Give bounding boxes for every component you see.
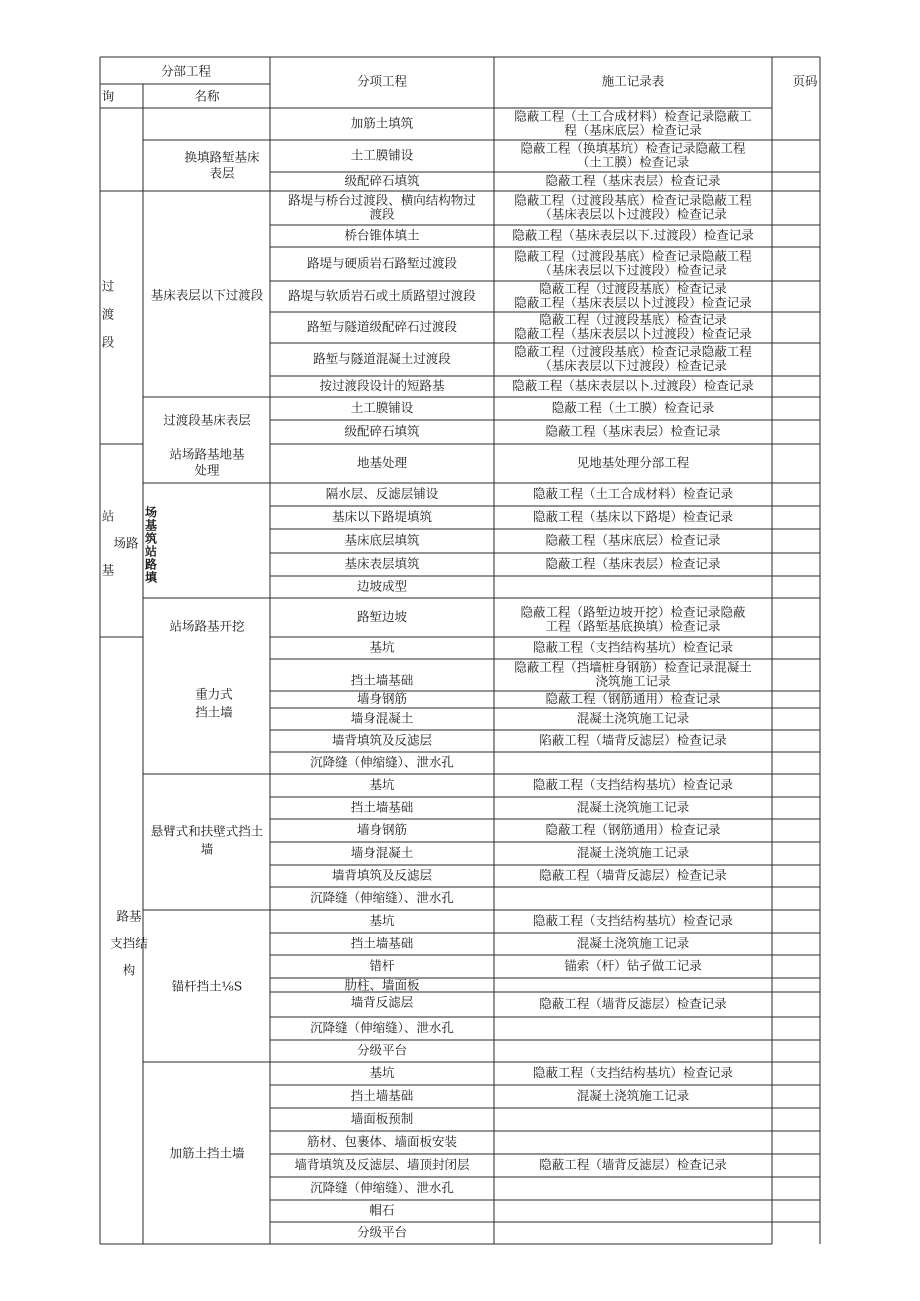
name-gravity-wall: 挡土墙 <box>195 704 233 720</box>
record-text: 隐蔽工程（基床表层）检查记录 <box>545 556 721 571</box>
record-text: 工程（路堑基底换填）检查记录 <box>545 618 721 634</box>
item-text: 错杆 <box>369 958 395 973</box>
record-text: 隐蔽工程（土工合成材料）检查记录 <box>532 486 734 501</box>
group-retaining: 支挡结 <box>110 935 148 951</box>
item-text: 筋材、包裹体、墙面板安装 <box>306 1134 458 1149</box>
record-text: （基床表层以下过渡段）检查记录 <box>539 358 727 373</box>
record-text: （基床表层以下过渡段）检查记录 <box>539 262 727 278</box>
record-text: 混凝土浇筑施工记录 <box>576 710 690 726</box>
record-text: 隐蔽工程（基床表层以下.过渡段）检查记录 <box>512 227 754 243</box>
item-text: 渡段 <box>369 206 395 222</box>
name-transition-bed: 过渡段基床表层 <box>163 412 251 428</box>
item-text: 墙背反滤层 <box>350 994 414 1010</box>
record-text: 陷蔽工程（墙背反滤层）检查记录 <box>539 732 727 748</box>
record-text: 隐蔽工程（墙背反滤层）检查记录 <box>539 867 727 883</box>
record-text: 隐蔽工程（墙背反滤层）检查记录 <box>539 996 727 1011</box>
item-text: 路堑与隧道级配碎石过渡段 <box>306 319 458 334</box>
record-text: 隐蔽工程（支挡结构基坑）检查记录 <box>532 1065 734 1080</box>
item-text: 基床底层填筑 <box>344 532 420 548</box>
name-cantilever-wall: 悬臂式和扶壁式挡土 <box>150 823 264 839</box>
item-text: 路堤与软质岩石或土质路望过渡段 <box>288 288 476 303</box>
record-text: 混凝土浇筑施工记录 <box>576 1088 690 1103</box>
group-transition: 渡 <box>101 306 115 322</box>
item-text: 按过渡段设计的短路基 <box>319 378 445 393</box>
name-station-foundation: 站场路基地基 <box>169 446 245 462</box>
record-text: 浇筑施工记录 <box>595 673 671 689</box>
item-text: 基坑 <box>369 777 395 792</box>
record-text: 混凝土浇筑施工记录 <box>576 845 690 860</box>
item-text: 沉降缝（伸缩缝）、泄水孔 <box>310 1180 454 1195</box>
item-text: 挡土墙基础 <box>350 672 414 688</box>
record-text: 隐蔽工程（过渡段基底）检查记录隐蔽工程 <box>514 192 752 208</box>
item-text: 级配碎石填筑 <box>344 173 420 188</box>
name-anchor-wall: 锚杆挡土⅛S <box>171 978 243 994</box>
record-text: 隐蔽工程（换填基坑）检查记录隐蔽工程 <box>520 140 746 156</box>
header-col1: 询 <box>101 88 115 104</box>
item-text: 土工膜铺设 <box>350 147 414 163</box>
item-text: 隔水层、反滤层铺设 <box>325 486 439 501</box>
item-text: 挡土墙基础 <box>350 799 414 815</box>
record-text: 隐蔽工程（钢筋通用）检查记录 <box>545 691 721 706</box>
record-text: 程（基床底层）检查记录 <box>564 122 702 138</box>
item-text: 基坑 <box>369 913 395 928</box>
name-vertical: 场 <box>144 505 158 520</box>
record-text: 隐蔽工程（基床表层）检查记录 <box>545 423 721 439</box>
item-text: 墙身钢筋 <box>356 822 408 837</box>
item-text: 基床以下路堤填筑 <box>331 509 433 524</box>
header-col2: 名称 <box>194 88 220 104</box>
record-text: 隐蔽工程（支挡结构基坑）检查记录 <box>532 639 734 655</box>
item-text: 基坑 <box>369 1065 395 1080</box>
name-vertical: 筑 <box>144 531 158 546</box>
item-text: 基坑 <box>369 639 395 655</box>
item-text: 挡土墙基础 <box>350 1088 414 1103</box>
group-retaining: 路基 <box>116 908 142 924</box>
record-text: 隐蔽工程（基床表层以卜.过渡段）检查记录 <box>512 378 754 393</box>
header-col3: 分项工程 <box>356 73 408 89</box>
item-text: 沉降缝（伸缩缝）、泄水孔 <box>310 890 454 905</box>
item-text: 路堑与隧道混凝土过渡段 <box>313 351 451 366</box>
record-text: 隐蔽工程（支挡结构基坑）检查记录 <box>532 777 734 792</box>
record-text: 隐蔽工程（土工膜）检查记录 <box>551 400 715 415</box>
group-station: 场路 <box>113 535 139 551</box>
item-text: 级配碎石填筑 <box>344 423 420 439</box>
item-text: 帽石 <box>369 1202 395 1218</box>
item-text: 墙面板预制 <box>350 1111 414 1126</box>
group-retaining: 构 <box>122 962 136 978</box>
header-group: 分部工程 <box>160 63 212 79</box>
item-text: 墙背填筑及反滤层、墙顶封闭层 <box>294 1157 470 1172</box>
name-reinforced-wall: 加筋土挡土墙 <box>169 1145 245 1161</box>
item-text: 土工膜铺设 <box>350 400 414 415</box>
item-text: 墙背填筑及反滤层 <box>331 867 433 883</box>
name-vertical: 路 <box>144 557 158 572</box>
header-col4: 施工记录表 <box>601 73 665 89</box>
name-gravity-wall: 重力式 <box>195 686 233 702</box>
name-vertical: 站 <box>144 544 158 559</box>
item-text: 路堤与硬质岩石路堑过渡段 <box>306 255 458 271</box>
record-text: 隐蔽工程（墙背反滤层）检查记录 <box>539 1157 727 1172</box>
record-text: 隐蔽工程（过渡段基底）检查记录 <box>539 312 727 327</box>
name-cantilever-wall: 墙 <box>200 841 214 857</box>
name-vertical: 填 <box>144 570 158 585</box>
item-text: 墙背填筑及反滤层 <box>331 732 433 748</box>
group-station: 站 <box>101 508 115 524</box>
record-text: 隐蔽工程（基床底层）检查记录 <box>545 532 721 548</box>
record-text: 隐蔽工程（基床以下路堤）检查记录 <box>532 509 734 524</box>
item-text: 路堑边坡 <box>356 609 408 624</box>
table-text <box>102 64 818 1240</box>
record-text: 隐蔽工程（挡墙桩身钢筋）检查记录混凝土 <box>514 659 752 675</box>
item-text: 加筋土填筑 <box>350 115 414 131</box>
group-station: 基 <box>101 562 115 578</box>
item-text: 分级平台 <box>356 1042 408 1058</box>
record-text: 隐蔽工程（基床表层）检查记录 <box>545 173 721 188</box>
item-text: 挡土墙基础 <box>350 935 414 951</box>
name-replacement: 表层 <box>209 165 235 181</box>
item-text: 地基处理 <box>356 455 408 470</box>
name-replacement: 换填路堑基床 <box>184 149 260 165</box>
record-text: 隐蔽工程（基床表层以卜过渡段）检查记录 <box>514 295 752 310</box>
header-col5: 页码 <box>792 73 818 89</box>
item-text: 边坡成型 <box>356 578 408 594</box>
record-text: 隐蔽工程（钢筋通用）检查记录 <box>545 822 721 837</box>
record-text: 隐蔽工程（过渡段基底）检查记录隐蔽工程 <box>514 248 752 264</box>
name-below-bed: 基床表层以下过渡段 <box>150 287 264 303</box>
group-transition: 过 <box>101 278 115 294</box>
name-station-cut: 站场路基开挖 <box>169 618 245 634</box>
item-text: 基床表层填筑 <box>344 556 420 571</box>
record-text: （土工膜）检查记录 <box>576 154 690 170</box>
record-text: 混凝土浇筑施工记录 <box>576 935 690 951</box>
item-text: 桥台锥体填土 <box>344 227 420 243</box>
item-text: 肋柱、墙面板 <box>344 977 420 993</box>
item-text: 墙身钢筋 <box>356 691 408 706</box>
record-text: 见地基处理分部工程 <box>576 455 690 470</box>
record-text: 隐蔽工程（路堑边坡开挖）检查记录隐蔽 <box>520 604 746 620</box>
name-station-foundation: 处理 <box>194 462 220 478</box>
item-text: 墙身混凝土 <box>350 845 414 860</box>
record-text: 隐蔽工程（支挡结构基坑）检查记录 <box>532 913 734 928</box>
item-text: 沉降缝（伸缩缝）、泄水孔 <box>310 1020 454 1035</box>
record-text: 隐蔽工程（土工合成材料）检查记录隐蔽工 <box>514 108 752 124</box>
record-text: 锚索（杆）钻孑做工记录 <box>564 958 702 973</box>
item-text: 墙身混凝土 <box>350 710 414 726</box>
record-text: 混凝土浇筑施工记录 <box>576 799 690 815</box>
group-transition: 段 <box>101 334 115 350</box>
record-text: 隐蔽工程（过渡段基底）检查记录隐蔽工程 <box>514 344 752 359</box>
item-text: 路堤与桥台过渡段、横向结构物过 <box>288 192 476 208</box>
item-text: 沉降缝（伸缩缝）、泄水孔 <box>310 754 454 770</box>
record-text: 隐蔽工程（过渡段基底）检查记录 <box>539 281 727 296</box>
record-text: （基床表层以卜过渡段）检查记录 <box>539 206 727 222</box>
name-vertical: 基 <box>144 518 158 533</box>
record-text: 隐蔽工程（基床表层以卜过渡段）检查记录 <box>514 326 752 341</box>
item-text: 分级平台 <box>356 1224 408 1240</box>
